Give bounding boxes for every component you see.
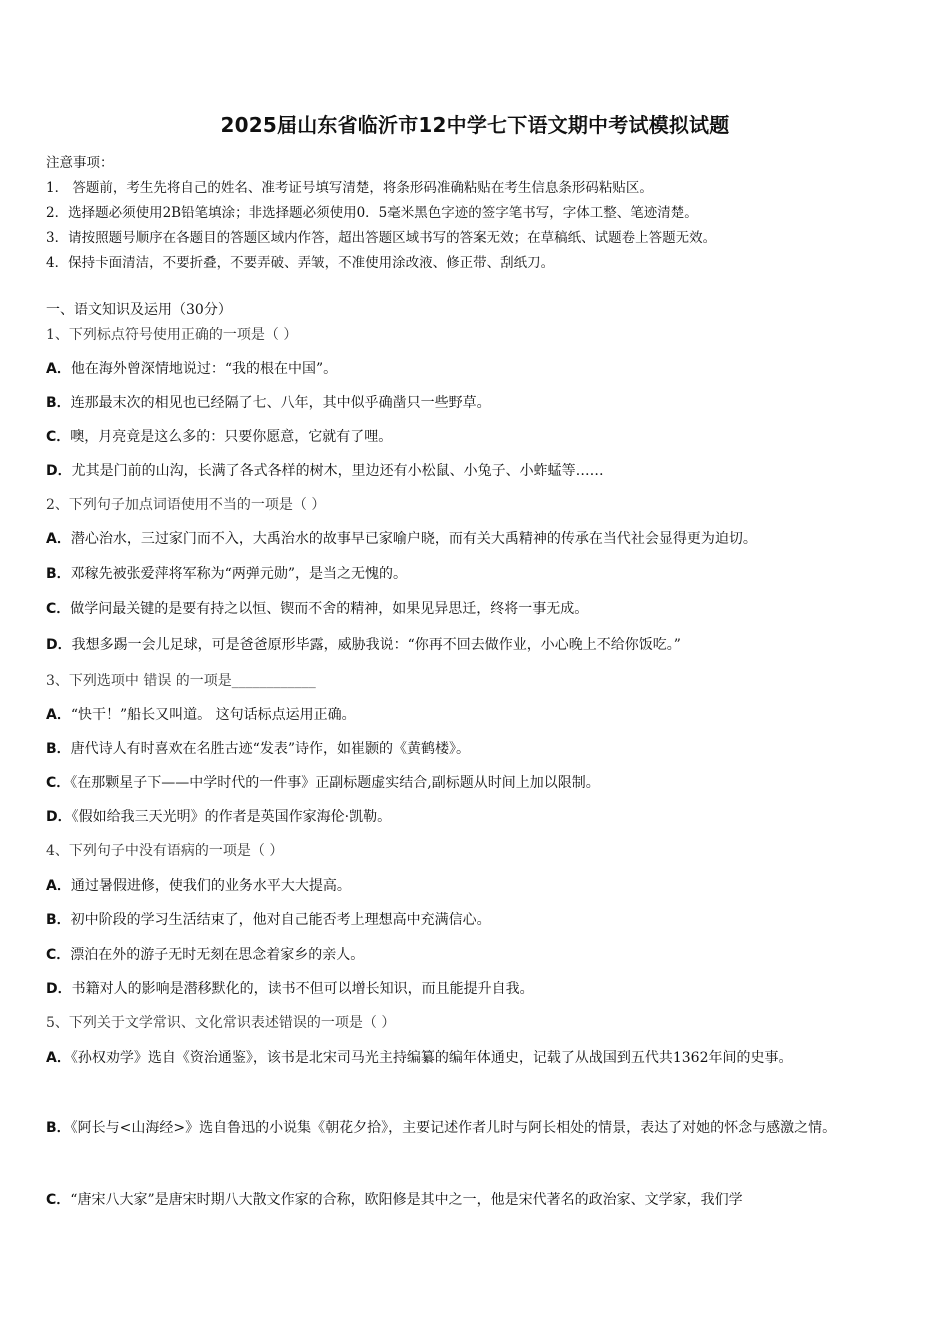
question-2-option-a	[46, 529, 911, 549]
option-label: B．	[46, 912, 71, 928]
option-text: 《假如给我三天光明》的作者是英国作家海伦·凯勒。	[71, 809, 392, 825]
option-label: D．	[46, 809, 72, 825]
option-text: 唐代诗人有时喜欢在名胜古迹“发表”诗作，如崔颢的《黄鹤楼》。	[70, 741, 470, 757]
option-label: A．	[46, 878, 71, 894]
question-2-stem: 2、下列句子加点词语使用不当的一项是（ ）	[46, 497, 326, 513]
question-3-option-b	[46, 739, 911, 759]
option-text: “唐宋八大家”是唐宋时期八大散文作家的合称，欧阳修是其中之一，他是宋代著名的政治家、文学家，我们学	[70, 1192, 743, 1208]
option-text: 《在那颗星子下——中学时代的一件事》正副标题虚实结合,副标题从时间上加以限制。	[70, 775, 600, 791]
option-label: B．	[46, 566, 71, 582]
question-5-stem: 5、下列关于文学常识、文化常识表述错误的一项是（ ）	[46, 1015, 396, 1031]
option-label: D．	[46, 463, 72, 479]
section-heading: 一、语文知识及运用（30分）	[46, 302, 232, 318]
option-text: 邓稼先被张爱萍将军称为“两弹元勋”，是当之无愧的。	[70, 566, 407, 582]
notice-item: 2．选择题必须使用2B铅笔填涂；非选择题必须使用0．5毫米黑色字迹的签字笔书写，字体工整、笔迹清楚。	[46, 205, 698, 221]
question-4-stem: 4、下列句子中没有语病的一项是（ ）	[46, 843, 284, 859]
option-label: A．	[46, 531, 71, 547]
option-text: 漂泊在外的游子无时无刻在思念着家乡的亲人。	[70, 947, 365, 963]
question-2-option-d	[46, 635, 911, 655]
notice-block	[46, 151, 916, 276]
option-text: 连那最末次的相见也已经隔了七、八年，其中似乎确凿只一些野草。	[70, 395, 491, 411]
option-text: 尤其是门前的山沟，长满了各式各样的树木，里边还有小松鼠、小兔子、小蚱蜢等……	[71, 463, 604, 479]
question-1-option-a	[46, 359, 911, 379]
notice-heading: 注意事项：	[46, 155, 114, 171]
option-text: 书籍对人的影响是潜移默化的，读书不但可以增长知识，而且能提升自我。	[71, 981, 534, 997]
option-label: C．	[46, 947, 71, 963]
question-5-option-a	[46, 1040, 908, 1076]
option-text: 他在海外曾深情地说过：“我的根在中国”。	[70, 361, 338, 377]
question-4-option-b	[46, 910, 911, 930]
option-text: 初中阶段的学习生活结束了，他对自己能否考上理想高中充满信心。	[70, 912, 491, 928]
option-label: C．	[46, 429, 71, 445]
option-label: B．	[46, 1120, 71, 1136]
option-label: A．	[46, 361, 71, 377]
notice-item: 1． 答题前，考生先将自己的姓名、准考证号填写清楚，将条形码准确粘贴在考生信息条形码粘贴区。	[46, 180, 653, 196]
question-3-option-d	[46, 807, 911, 827]
option-label: A．	[46, 1050, 71, 1066]
option-text: “快干！”船长又叫道。 这句话标点运用正确。	[70, 707, 356, 723]
question-3-option-a	[46, 705, 911, 725]
option-text: 噢，月亮竟是这么多的：只要你愿意，它就有了哩。	[70, 429, 393, 445]
question-3-stem: 3、下列选项中 错误 的一项是____________	[46, 673, 316, 689]
option-text: 《孙权劝学》选自《资治通鉴》，该书是北宋司马光主持编纂的编年体通史，记载了从战国到五代共1362年间的史事。	[70, 1050, 793, 1066]
question-4-option-d	[46, 979, 911, 999]
question-1-option-b	[46, 393, 911, 413]
page-title: 2025届山东省临沂市12中学七下语文期中考试模拟试题	[220, 113, 730, 137]
question-1-stem: 1、下列标点符号使用正确的一项是（ ）	[46, 327, 298, 343]
question-2-option-c	[46, 599, 911, 619]
question-2-option-b	[46, 564, 911, 584]
option-text: 潜心治水，三过家门而不入，大禹治水的故事早已家喻户晓，而有关大禹精神的传承在当代社会显得更为迫切。	[70, 531, 757, 547]
option-label: B．	[46, 741, 71, 757]
question-3-option-c	[46, 773, 911, 793]
option-label: B．	[46, 395, 71, 411]
option-label: C．	[46, 775, 71, 791]
option-text: 我想多踢一会儿足球，可是爸爸原形毕露，威胁我说：“你再不回去做作业，小心晚上不给你饭吃。”	[71, 637, 681, 653]
option-text: 做学问最关键的是要有持之以恒、锲而不舍的精神，如果见异思迁，终将一事无成。	[70, 601, 589, 617]
question-1-option-d	[46, 461, 911, 481]
question-4-option-a	[46, 876, 911, 896]
option-label: D．	[46, 637, 72, 653]
option-text: 《阿长与<山海经>》选自鲁迅的小说集《朝花夕拾》，主要记述作者儿时与阿长相处的情景，表达了对她的怀念与感激之情。	[70, 1120, 837, 1136]
notice-item: 4．保持卡面清洁，不要折叠，不要弄破、弄皱，不准使用涂改液、修正带、刮纸刀。	[46, 255, 555, 271]
option-label: A．	[46, 707, 71, 723]
question-1-option-c	[46, 427, 911, 447]
option-label: C．	[46, 601, 71, 617]
option-label: C．	[46, 1192, 71, 1208]
question-5-option-c	[46, 1190, 911, 1210]
notice-item: 3．请按照题号顺序在各题目的答题区域内作答，超出答题区域书写的答案无效；在草稿纸、试题卷上答题无效。	[46, 230, 717, 246]
option-label: D．	[46, 981, 72, 997]
option-text: 通过暑假进修，使我们的业务水平大大提高。	[70, 878, 351, 894]
question-4-option-c	[46, 945, 911, 965]
question-5-option-b	[46, 1110, 908, 1146]
